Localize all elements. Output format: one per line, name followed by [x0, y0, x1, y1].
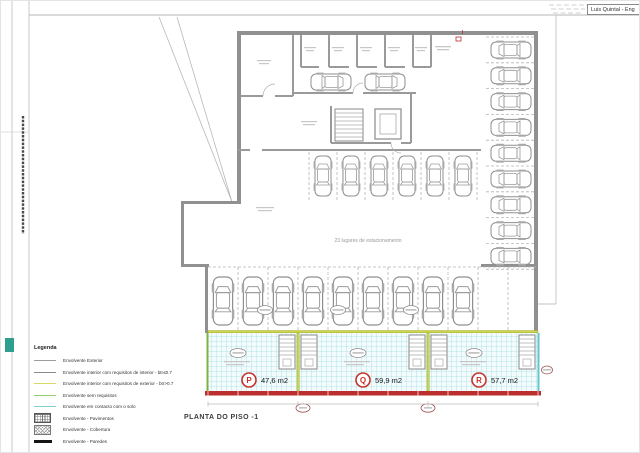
title-block: [587, 4, 640, 15]
car-icon: [491, 144, 531, 163]
legend-item-interior-exterior: Envolvente interior com requisitos de exterior - btr>0.7: [34, 378, 184, 390]
legend-item-interior-interior: Envolvente interior com requisitos de interior - btr≤0.7: [34, 367, 184, 379]
legend-swatch-cyan-line: [34, 406, 58, 407]
dimension-line: [208, 402, 538, 407]
room-label-p: [242, 373, 288, 387]
legend-swatch-cross-hatch: [34, 425, 58, 435]
legend-swatch-grid-hatch: [34, 413, 58, 423]
car-icon: [491, 195, 531, 214]
car-icon: [314, 156, 333, 196]
room-area: 57,7 m2: [491, 376, 519, 385]
stair-shaft-icon: [431, 335, 447, 369]
legend: [34, 345, 184, 447]
parked-cars: [212, 41, 531, 325]
car-icon: [452, 277, 475, 325]
legend-item-cobertura: Envolvente - Cobertura: [34, 424, 184, 436]
car-icon: [311, 73, 351, 92]
room-letter: Q: [359, 375, 367, 385]
legend-swatch-gray-line: [34, 360, 58, 361]
legend-item-pavimentos: Envolvente - Pavimentos: [34, 413, 184, 425]
room-area: 59,9 m2: [375, 376, 403, 385]
legend-swatch-gray-line: [34, 372, 58, 373]
car-icon: [398, 156, 417, 196]
room-area: 47,6 m2: [261, 376, 289, 385]
car-icon: [332, 277, 355, 325]
car-icon: [342, 156, 361, 196]
stair-shaft-icon: [279, 335, 295, 369]
car-icon: [422, 277, 445, 325]
stair-shaft-icon: [301, 335, 317, 369]
fold-marks: [549, 5, 587, 13]
legend-heading: Legenda: [34, 345, 57, 351]
car-icon: [392, 277, 415, 325]
car-icon: [491, 66, 531, 85]
car-icon: [302, 277, 325, 325]
room-label-r: [472, 373, 518, 387]
legend-item-paredes: Envolvente - Paredes: [34, 436, 184, 448]
car-icon: [491, 221, 531, 240]
car-icon: [491, 247, 531, 266]
legend-swatch-thick-line: [34, 440, 58, 443]
legend-item-contacto-solo: Envolvente em contacto com o solo: [34, 401, 184, 413]
legend-item-exterior: Envolvente Exterior: [34, 355, 184, 367]
room-letter: R: [476, 375, 482, 385]
room-label-q: [356, 373, 402, 387]
car-icon: [454, 156, 473, 196]
car-icon: [370, 156, 389, 196]
car-icon: [491, 41, 531, 60]
parking-note: 23 lugares de estacionamento: [334, 238, 402, 244]
car-icon: [491, 92, 531, 111]
plan-title: PLANTA DO PISO -1: [184, 414, 259, 421]
car-icon: [212, 277, 235, 325]
car-icon: [426, 156, 445, 196]
revision-marker: [5, 338, 14, 352]
site-boundary-lines: [159, 17, 232, 202]
room-letter: P: [246, 375, 252, 385]
envelope-wall-red-band: [205, 391, 541, 396]
car-icon: [242, 277, 265, 325]
title-block-text: Luis Quintal - Eng: [591, 6, 635, 13]
legend-item-sem-requisitos: Envolvente sem requisitos: [34, 390, 184, 402]
car-icon: [272, 277, 295, 325]
car-icon: [491, 170, 531, 189]
stair-shaft-icon: [519, 335, 535, 369]
legend-swatch-yellow-line: [34, 383, 58, 384]
car-icon: [365, 73, 405, 92]
car-icon: [491, 118, 531, 137]
stairs-icon: [335, 109, 363, 141]
ground-contact-zone: [208, 333, 538, 391]
stair-shaft-icon: [409, 335, 425, 369]
legend-swatch-green-line: [34, 395, 58, 396]
car-icon: [362, 277, 385, 325]
elevator-icon: [375, 109, 401, 139]
